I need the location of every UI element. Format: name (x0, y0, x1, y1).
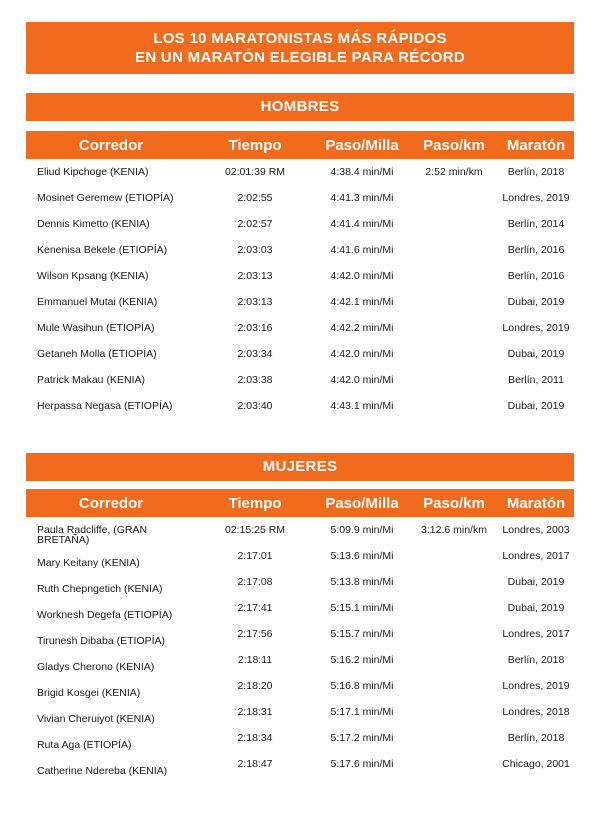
pace-mile-value: 4:42.1 min/Mi (330, 296, 394, 308)
header-pace-mile: Paso/Milla (325, 136, 399, 154)
runner-name: Tirunesh Dibaba (ETIOPÍA) (37, 635, 165, 647)
title-banner (26, 22, 574, 74)
runner-name: Getaneh Molla (ETIOPÍA) (37, 348, 157, 360)
table-row (26, 543, 574, 569)
marathon-value: Berlín, 2018 (507, 654, 565, 666)
header-time: Tiempo (228, 136, 282, 154)
table-row (26, 393, 574, 419)
title-line-1: LOS 10 MARATONISTAS MÁS RÁPIDOS (153, 30, 447, 47)
header-pace-mile: Paso/Milla (325, 494, 399, 512)
men-table-body (26, 159, 574, 419)
marathon-value: Londres, 2019 (502, 192, 570, 204)
pace-mile-value: 5:17.1 min/Mi (330, 706, 394, 718)
table-row (26, 237, 574, 263)
table-row (26, 211, 574, 237)
header-pace-km: Paso/km (423, 494, 485, 512)
marathon-value: Londres, 2019 (502, 680, 570, 692)
table-row (26, 699, 574, 725)
header-pace-km: Paso/km (423, 136, 485, 154)
pace-mile-value: 4:43.1 min/Mi (330, 400, 394, 412)
runner-name: Dennis Kimetto (KENIA) (37, 218, 150, 230)
runner-name: Ruth Chepngetich (KENIA) (37, 583, 163, 595)
runner-name: Brigid Kosgei (KENIA) (37, 687, 141, 699)
marathon-value: Dubai, 2019 (507, 576, 565, 588)
time-value: 2:18:11 (237, 654, 273, 666)
pace-mile-value: 4:42.2 min/Mi (330, 322, 394, 334)
men-table-header (26, 131, 574, 159)
time-value: 2:03:40 (237, 400, 273, 412)
time-value: 2:17:08 (237, 576, 273, 588)
pace-mile-value: 4:42.0 min/Mi (330, 270, 394, 282)
time-value: 2:17:01 (237, 550, 273, 562)
pace-mile-value: 4:41.4 min/Mi (330, 218, 394, 230)
runner-name: Kenenisa Bekele (ETIOPÍA) (37, 244, 168, 256)
marathon-value: Berlín, 2018 (507, 166, 565, 178)
runner-name: Worknesh Degefa (ETIOPÍA) (37, 609, 173, 621)
pace-mile-value: 5:13.8 min/Mi (330, 576, 394, 588)
pace-mile-value: 4:42.0 min/Mi (330, 374, 394, 386)
pace-mile-value: 5:17.2 min/Mi (330, 732, 394, 744)
table-row (26, 367, 574, 393)
marathon-value: Londres, 2017 (502, 628, 570, 640)
women-table-header (26, 489, 574, 517)
pace-mile-value: 5:16.8 min/Mi (330, 680, 394, 692)
pace-mile-value: 5:15.1 min/Mi (330, 602, 394, 614)
runner-name: Wilson Kpsang (KENIA) (37, 270, 149, 282)
marathon-value: Berlín, 2014 (507, 218, 565, 230)
table-row (26, 647, 574, 673)
women-table-body (26, 517, 574, 777)
runner-name: Vivian Cheruiyot (KENIA) (37, 713, 155, 725)
time-value: 2:03:03 (237, 244, 273, 256)
men-table (26, 131, 574, 419)
header-marathon: Maratón (506, 136, 566, 154)
time-value: 2:18:20 (237, 680, 273, 692)
pace-mile-value: 4:38.4 min/Mi (330, 166, 394, 178)
men-section-heading: HOMBRES (26, 93, 574, 121)
runner-name: Mule Wasihun (ETIOPÍA) (37, 322, 155, 334)
title-line-2: EN UN MARATÓN ELEGIBLE PARA RÉCORD (135, 49, 465, 66)
table-row (26, 517, 574, 546)
marathon-value: Londres, 2019 (502, 322, 570, 334)
time-value: 2:03:13 (237, 270, 273, 282)
table-row (26, 595, 574, 621)
table-row (26, 289, 574, 315)
time-value: 2:03:13 (237, 296, 273, 308)
marathon-value: Dubai, 2019 (507, 602, 565, 614)
runner-name: Paula Radcliffe, (GRAN BRETAÑA) (37, 524, 148, 546)
time-value: 2:02:57 (237, 218, 273, 230)
runner-name: Mary Keitany (KENIA) (37, 557, 140, 569)
marathon-value: Dubai, 2019 (507, 400, 565, 412)
table-row (26, 185, 574, 211)
table-row (26, 569, 574, 595)
runner-name: Eliud Kipchoge (KENIA) (37, 166, 149, 178)
marathon-value: Berlín, 2016 (507, 244, 565, 256)
runner-name: Mosinet Geremew (ETIOPÍA) (37, 192, 174, 204)
marathon-value: Chicago, 2001 (502, 758, 570, 770)
time-value: 2:18:31 (237, 706, 273, 718)
table-row (26, 621, 574, 647)
table-row (26, 725, 574, 751)
pace-mile-value: 5:13.6 min/Mi (330, 550, 394, 562)
time-value: 2:03:38 (237, 374, 273, 386)
table-row (26, 673, 574, 699)
time-value: 02:15:25 RM (224, 524, 286, 536)
marathon-value: Berlín, 2016 (507, 270, 565, 282)
time-value: 2:03:34 (237, 348, 273, 360)
header-runner: Corredor (78, 494, 144, 512)
pace-mile-value: 5:16.2 min/Mi (330, 654, 394, 666)
pace-mile-value: 5:15.7 min/Mi (330, 628, 394, 640)
pace-mile-value: 4:42.0 min/Mi (330, 348, 394, 360)
runner-name: Herpassa Negasa (ETIOPÍA) (37, 400, 173, 412)
time-value: 2:17:56 (237, 628, 273, 640)
pace-mile-value: 5:09.9 min/Mi (330, 524, 394, 536)
marathon-value: Dubai, 2019 (507, 348, 565, 360)
time-value: 2:18:34 (237, 732, 273, 744)
pace-mile-value: 5:17.6 min/Mi (330, 758, 394, 770)
pace-mile-value: 4:41.6 min/Mi (330, 244, 394, 256)
marathon-value: Berlín, 2018 (507, 732, 565, 744)
pace-km-value: 3:12.6 min/km (421, 524, 487, 536)
time-value: 02:01:39 RM (224, 166, 286, 178)
runner-name: Ruta Aga (ETIOPÍA) (37, 739, 132, 751)
time-value: 2:17:41 (237, 602, 273, 614)
pace-km-value: 2:52 min/km (425, 166, 483, 178)
runner-name: Catherine Ndereba (KENIA) (37, 765, 168, 777)
runner-name: Gladys Cherono (KENIA) (37, 661, 155, 673)
runner-name: Emmanuel Mutai (KENIA) (37, 296, 158, 308)
marathon-value: Berlín, 2011 (508, 374, 564, 386)
table-row (26, 315, 574, 341)
women-table (26, 489, 574, 777)
time-value: 2:18:47 (237, 758, 273, 770)
marathon-value: Londres, 2017 (502, 550, 570, 562)
time-value: 2:02:55 (237, 192, 273, 204)
table-row (26, 341, 574, 367)
runner-name: Patrick Makau (KENIA) (37, 374, 145, 386)
header-runner: Corredor (78, 136, 144, 154)
marathon-value: Dubai, 2019 (507, 296, 565, 308)
time-value: 2:03:16 (237, 322, 273, 334)
pace-mile-value: 4:41.3 min/Mi (330, 192, 394, 204)
women-section-heading: MUJERES (26, 453, 574, 481)
table-row (26, 263, 574, 289)
table-row (26, 159, 574, 185)
marathon-value: Londres, 2003 (502, 524, 570, 536)
header-marathon: Maratón (506, 494, 566, 512)
marathon-value: Londres, 2018 (502, 706, 570, 718)
table-row (26, 751, 574, 777)
header-time: Tiempo (228, 494, 282, 512)
